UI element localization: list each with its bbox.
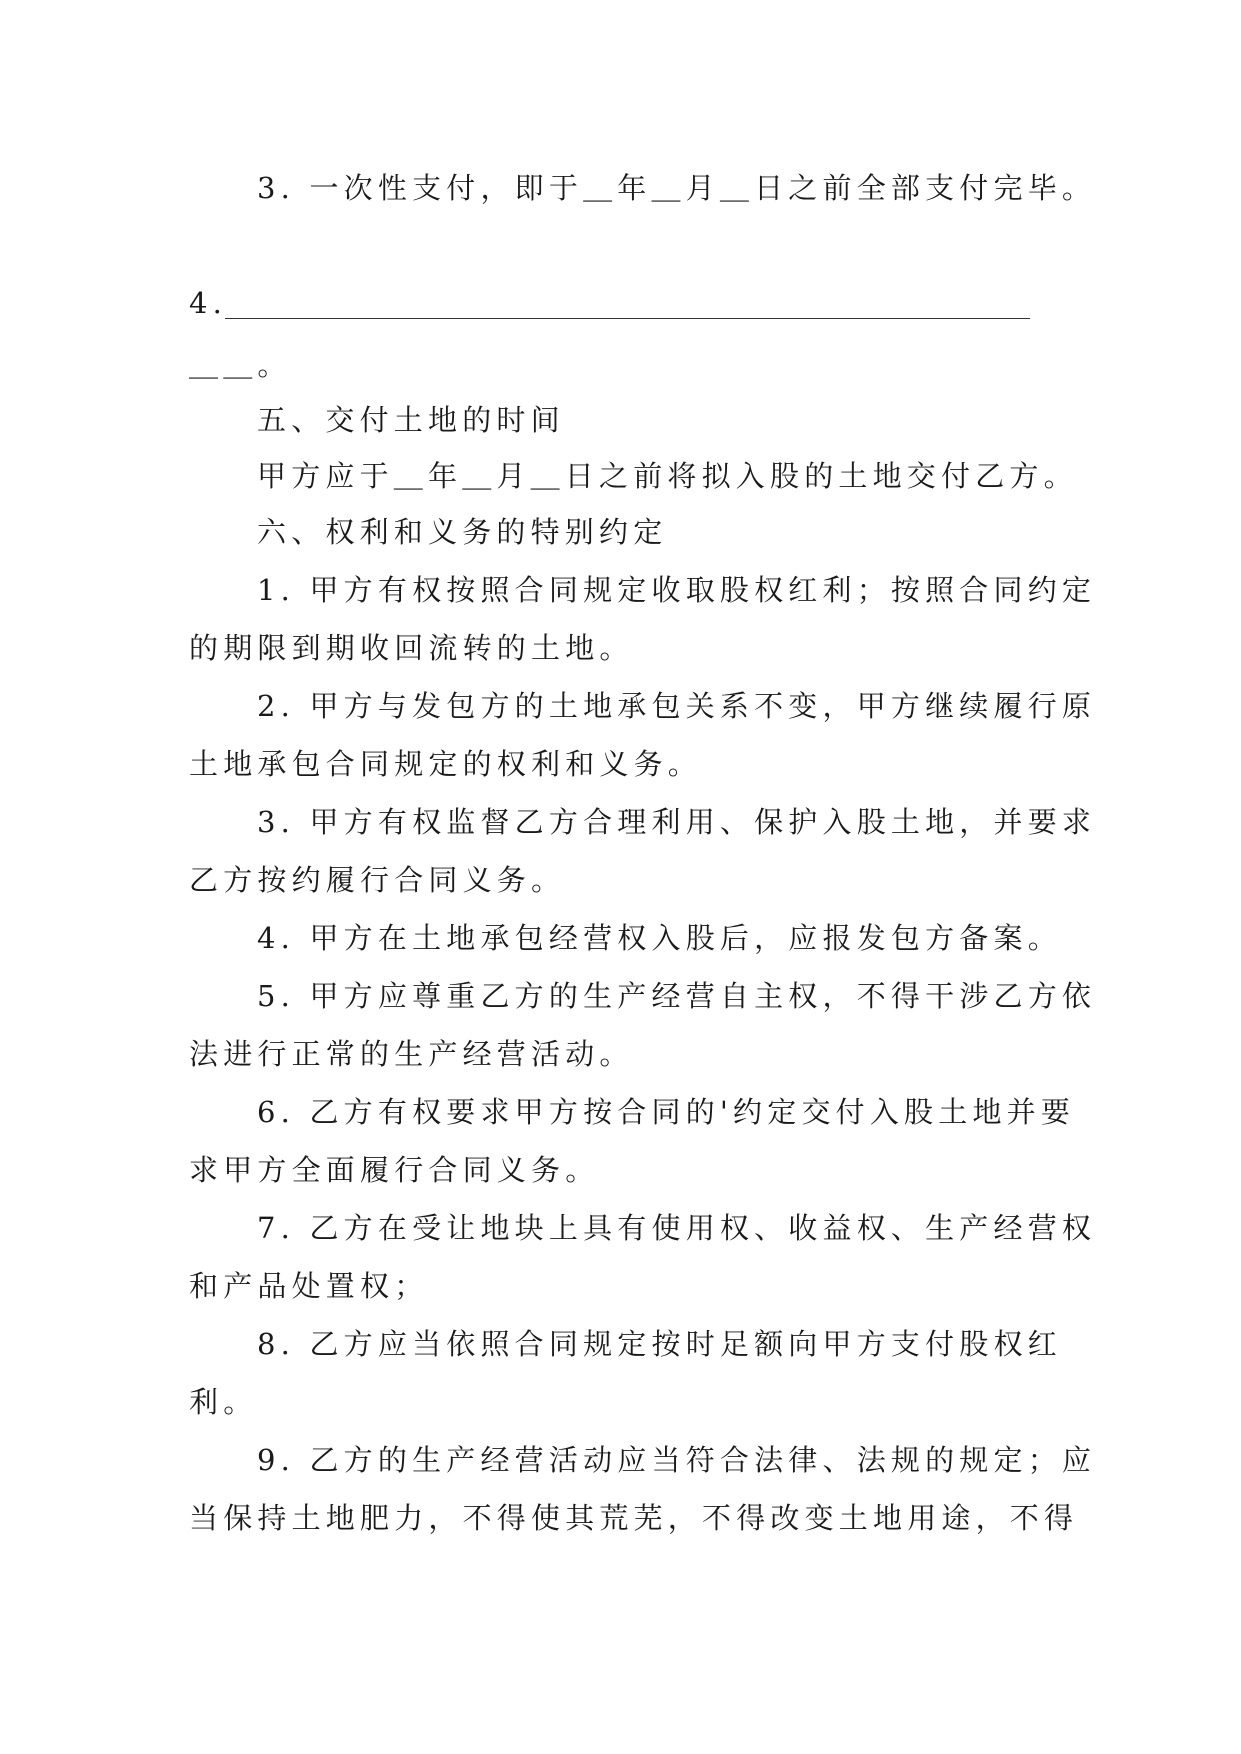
section-heading: 五、交付土地的时间 <box>257 403 565 437</box>
blank-underline <box>225 318 1030 319</box>
text-line: 2. 甲方与发包方的土地承包关系不变，甲方继续履行原 <box>257 689 1097 723</box>
text-line: 土地承包合同规定的权利和义务。 <box>189 747 703 781</box>
text-line: 求甲方全面履行合同义务。 <box>189 1153 600 1187</box>
text-line: 和产品处置权； <box>189 1269 429 1303</box>
text-line: 甲方应于＿年＿月＿日之前将拟入股的土地交付乙方。 <box>257 459 1078 493</box>
text-line: 乙方按约履行合同义务。 <box>189 863 566 897</box>
text-line: ＿＿。 <box>189 348 292 382</box>
text-line: 5. 甲方应尊重乙方的生产经营自主权，不得干涉乙方依 <box>257 979 1097 1013</box>
text-line: 利。 <box>189 1385 258 1419</box>
text-line: 当保持土地肥力，不得使其荒芜，不得改变土地用途，不得 <box>189 1501 1079 1535</box>
text-line: 3. 一次性支付，即于＿年＿月＿日之前全部支付完毕。 <box>257 171 1097 205</box>
text-line: 的期限到期收回流转的土地。 <box>189 631 634 665</box>
text-line: 3. 甲方有权监督乙方合理利用、保护入股土地，并要求 <box>257 805 1097 839</box>
text-line: 4. <box>189 286 228 320</box>
text-line: 8. 乙方应当依照合同规定按时足额向甲方支付股权红 <box>257 1327 1062 1361</box>
text-line: 7. 乙方在受让地块上具有使用权、收益权、生产经营权 <box>257 1211 1097 1245</box>
text-line: 法进行正常的生产经营活动。 <box>189 1037 634 1071</box>
text-line: 1. 甲方有权按照合同规定收取股权红利；按照合同约定 <box>257 573 1097 607</box>
section-heading: 六、权利和义务的特别约定 <box>257 515 668 549</box>
text-line: 4. 甲方在土地承包经营权入股后，应报发包方备案。 <box>257 921 1062 955</box>
text-line: 9. 乙方的生产经营活动应当符合法律、法规的规定；应 <box>257 1443 1097 1477</box>
text-line: 6. 乙方有权要求甲方按合同的'约定交付入股土地并要 <box>257 1095 1076 1129</box>
